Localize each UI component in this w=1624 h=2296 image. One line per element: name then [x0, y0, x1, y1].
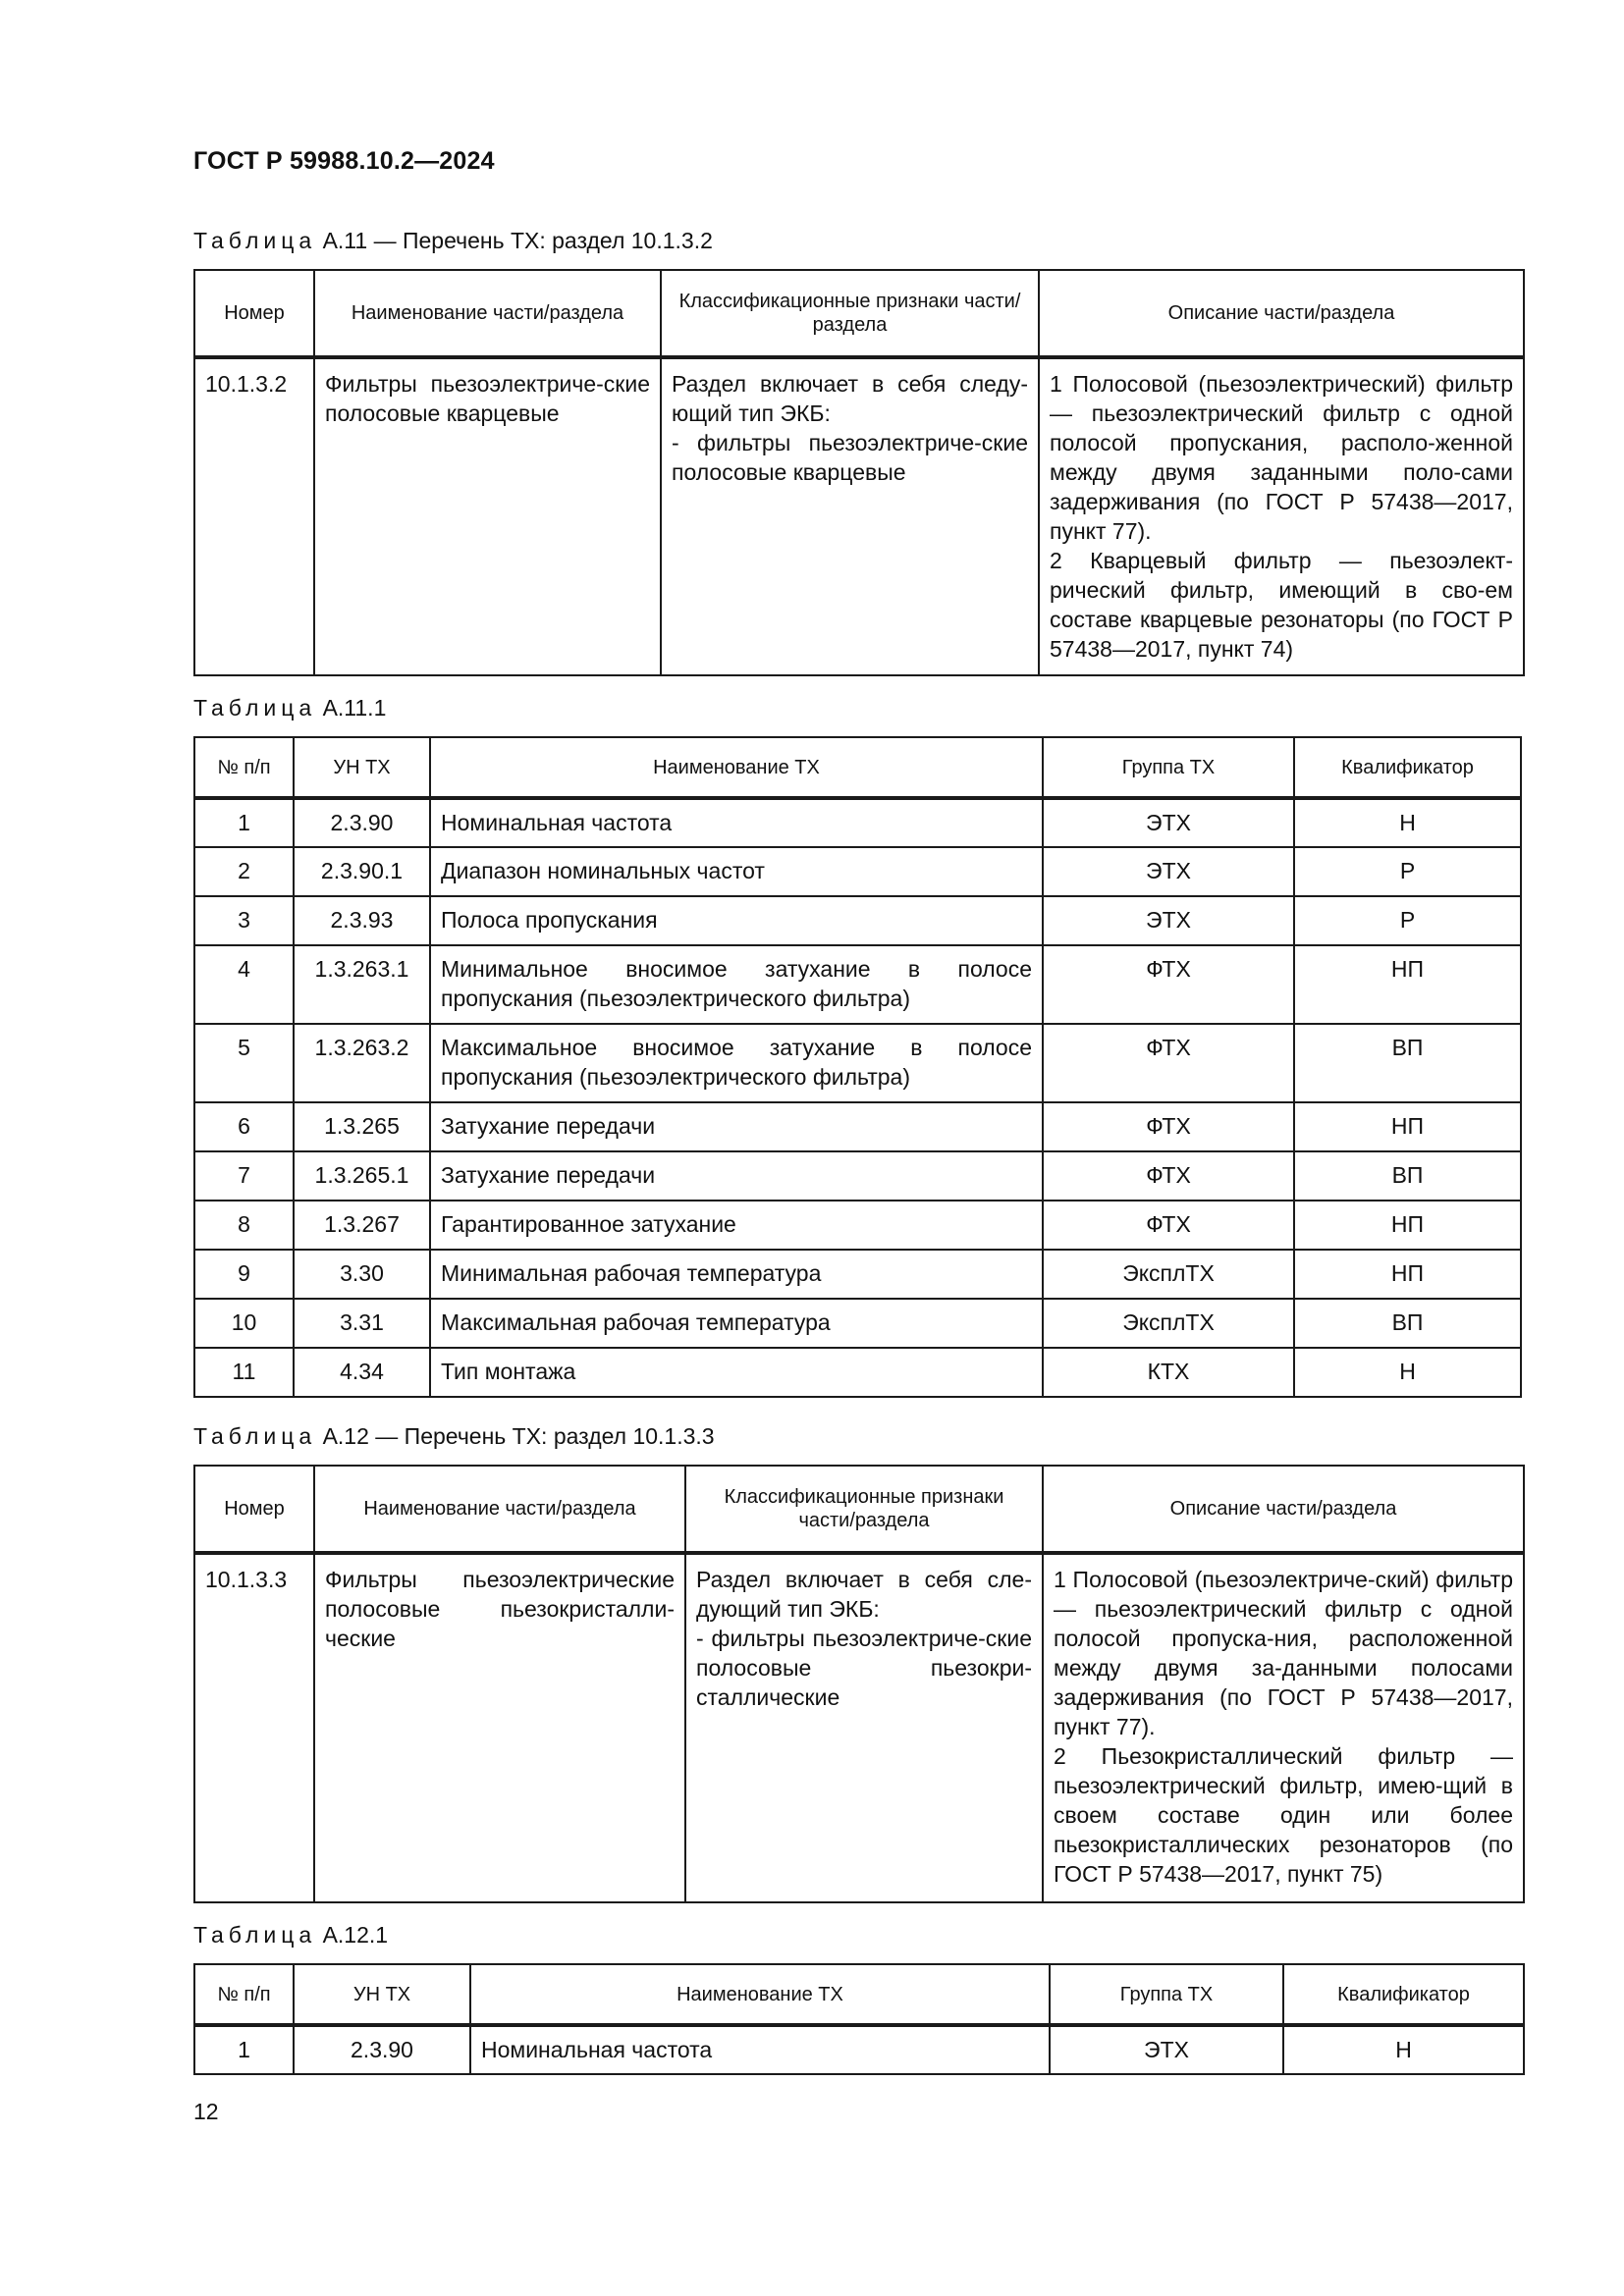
- cell-qualifier: НП: [1294, 1102, 1521, 1151]
- cell-name: Диапазон номинальных частот: [430, 847, 1043, 896]
- cell-group: ФТХ: [1043, 1024, 1294, 1102]
- row-number: 10.1.3.3: [194, 1553, 314, 1902]
- table-row: [194, 896, 1521, 945]
- cell-name: Полоса пропускания: [430, 896, 1043, 945]
- cell-code: 1.3.263.2: [294, 1024, 430, 1102]
- table-a11-caption: [193, 228, 713, 254]
- caption-text: А.12.1: [316, 1922, 389, 1948]
- row-name: Фильтры пьезоэлектрические полосовые пьезокристалли-ческие: [314, 1553, 685, 1902]
- table-a111-caption: [193, 695, 386, 721]
- col-header-name: Наименование части/раздела: [314, 270, 661, 357]
- cell-qualifier: Р: [1294, 847, 1521, 896]
- col-header-code: УН ТХ: [294, 1964, 470, 2025]
- cell-name: Минимальная рабочая температура: [430, 1250, 1043, 1299]
- col-header-index: № п/п: [194, 1964, 294, 2025]
- row-name: Фильтры пьезоэлектриче-ские полосовые кварцевые: [314, 357, 661, 675]
- cell-qualifier: Р: [1294, 896, 1521, 945]
- col-header-qualifier: Квалификатор: [1283, 1964, 1524, 2025]
- table-row: [194, 798, 1521, 847]
- table-row: [194, 1102, 1521, 1151]
- cell-name: Максимальная рабочая температура: [430, 1299, 1043, 1348]
- caption-prefix: Таблица: [193, 1423, 317, 1449]
- col-header-index: № п/п: [194, 737, 294, 798]
- table-row: [194, 1151, 1521, 1201]
- cell-group: ЭТХ: [1043, 798, 1294, 847]
- cell-name: Минимальное вносимое затухание в полосе пропускания (пьезоэлектрического фильтра): [430, 945, 1043, 1024]
- cell-name: Затухание передачи: [430, 1151, 1043, 1201]
- table-row: [194, 1024, 1521, 1102]
- cell-index: 1: [194, 2025, 294, 2074]
- cell-qualifier: Н: [1294, 798, 1521, 847]
- caption-prefix: Таблица: [193, 695, 317, 721]
- cell-name: Номинальная частота: [430, 798, 1043, 847]
- cell-index: 2: [194, 847, 294, 896]
- caption-text: А.11 — Перечень ТХ: раздел 10.1.3.2: [316, 228, 713, 253]
- col-header-description: Описание части/раздела: [1039, 270, 1524, 357]
- table-row: [194, 1250, 1521, 1299]
- cell-code: 2.3.90: [294, 798, 430, 847]
- cell-name: Гарантированное затухание: [430, 1201, 1043, 1250]
- caption-text: А.11.1: [316, 695, 387, 721]
- table-row: [194, 1299, 1521, 1348]
- page-number: 12: [193, 2099, 219, 2124]
- cell-group: ФТХ: [1043, 945, 1294, 1024]
- caption-text: А.12 — Перечень ТХ: раздел 10.1.3.3: [316, 1423, 715, 1449]
- cell-index: 4: [194, 945, 294, 1024]
- cell-group: ЭксплТХ: [1043, 1299, 1294, 1348]
- cell-code: 2.3.90: [294, 2025, 470, 2074]
- table-row: [194, 1201, 1521, 1250]
- col-header-name: Наименование ТХ: [470, 1964, 1050, 2025]
- cell-index: 10: [194, 1299, 294, 1348]
- cell-group: КТХ: [1043, 1348, 1294, 1397]
- cell-code: 2.3.90.1: [294, 847, 430, 896]
- cell-code: 2.3.93: [294, 896, 430, 945]
- cell-code: 1.3.265: [294, 1102, 430, 1151]
- cell-qualifier: ВП: [1294, 1024, 1521, 1102]
- col-header-name: Наименование ТХ: [430, 737, 1043, 798]
- cell-name: Тип монтажа: [430, 1348, 1043, 1397]
- caption-prefix: Таблица: [193, 1922, 317, 1948]
- col-header-classification: Классификационные признаки части/раздела: [685, 1466, 1043, 1553]
- cell-code: 1.3.263.1: [294, 945, 430, 1024]
- cell-qualifier: ВП: [1294, 1151, 1521, 1201]
- cell-qualifier: НП: [1294, 945, 1521, 1024]
- col-header-group: Группа ТХ: [1050, 1964, 1283, 2025]
- cell-index: 3: [194, 896, 294, 945]
- cell-qualifier: Н: [1294, 1348, 1521, 1397]
- table-a121: [193, 1963, 1525, 2075]
- cell-group: ФТХ: [1043, 1102, 1294, 1151]
- table-row: [194, 2025, 1524, 2074]
- caption-prefix: Таблица: [193, 228, 317, 253]
- col-header-number: Номер: [194, 1466, 314, 1553]
- cell-code: 1.3.265.1: [294, 1151, 430, 1201]
- cell-qualifier: ВП: [1294, 1299, 1521, 1348]
- cell-qualifier: Н: [1283, 2025, 1524, 2074]
- cell-group: ФТХ: [1043, 1151, 1294, 1201]
- col-header-qualifier: Квалификатор: [1294, 737, 1521, 798]
- cell-qualifier: НП: [1294, 1250, 1521, 1299]
- table-a11: [193, 269, 1525, 676]
- cell-code: 1.3.267: [294, 1201, 430, 1250]
- col-header-group: Группа ТХ: [1043, 737, 1294, 798]
- cell-group: ФТХ: [1043, 1201, 1294, 1250]
- cell-name: Максимальное вносимое затухание в полосе пропускания (пьезоэлектрического фильтра): [430, 1024, 1043, 1102]
- table-row: [194, 945, 1521, 1024]
- document-header: ГОСТ Р 59988.10.2—2024: [193, 147, 495, 175]
- cell-index: 8: [194, 1201, 294, 1250]
- cell-code: 3.30: [294, 1250, 430, 1299]
- cell-code: 3.31: [294, 1299, 430, 1348]
- cell-group: ЭксплТХ: [1043, 1250, 1294, 1299]
- col-header-description: Описание части/раздела: [1043, 1466, 1524, 1553]
- row-description: 1 Полосовой (пьезоэлектриче-ский) фильтр — пьезоэлектрический фильтр с одной полосой пропуска-ния, расположенной между двумя за-данными полосами задерживания (по ГОСТ Р 57438—2017, пункт 77). 2 Пьезокристаллический фильтр — пьезоэлектрический фильтр, имею-щий в своем составе один или более пьезокристаллических резонаторов (по ГОСТ Р 57438—2017, пункт 75): [1043, 1553, 1524, 1902]
- cell-qualifier: НП: [1294, 1201, 1521, 1250]
- row-description: 1 Полосовой (пьезоэлектрический) фильтр — пьезоэлектрический фильтр с одной полосой пропускания, располо-женной между двумя заданными поло-сами задерживания (по ГОСТ Р 57438—2017, пункт 77). 2 Кварцевый фильтр — пьезоэлект-рический фильтр, имеющий в сво-ем составе кварцевые резонаторы (по ГОСТ Р 57438—2017, пункт 74): [1039, 357, 1524, 675]
- cell-group: ЭТХ: [1043, 847, 1294, 896]
- cell-index: 6: [194, 1102, 294, 1151]
- cell-index: 1: [194, 798, 294, 847]
- cell-index: 9: [194, 1250, 294, 1299]
- cell-group: ЭТХ: [1043, 896, 1294, 945]
- table-row: [194, 1348, 1521, 1397]
- col-header-name: Наименование части/раздела: [314, 1466, 685, 1553]
- row-number: 10.1.3.2: [194, 357, 314, 675]
- cell-code: 4.34: [294, 1348, 430, 1397]
- cell-index: 7: [194, 1151, 294, 1201]
- row-classification: Раздел включает в себя следу-ющий тип ЭКБ: - фильтры пьезоэлектриче-ские полосовые кварцевые: [661, 357, 1039, 675]
- table-a12-caption: [193, 1423, 715, 1450]
- table-a12: [193, 1465, 1525, 1903]
- cell-name: Затухание передачи: [430, 1102, 1043, 1151]
- cell-name: Номинальная частота: [470, 2025, 1050, 2074]
- cell-index: 5: [194, 1024, 294, 1102]
- table-a121-caption: [193, 1922, 388, 1949]
- table-row: [194, 847, 1521, 896]
- col-header-code: УН ТХ: [294, 737, 430, 798]
- row-classification: Раздел включает в себя сле-дующий тип ЭКБ: - фильтры пьезоэлектриче-ские полосовые пьезокри-сталлические: [685, 1553, 1043, 1902]
- col-header-number: Номер: [194, 270, 314, 357]
- cell-index: 11: [194, 1348, 294, 1397]
- table-a111: [193, 736, 1522, 1398]
- col-header-classification: Классификационные признаки части/раздела: [661, 270, 1039, 357]
- cell-group: ЭТХ: [1050, 2025, 1283, 2074]
